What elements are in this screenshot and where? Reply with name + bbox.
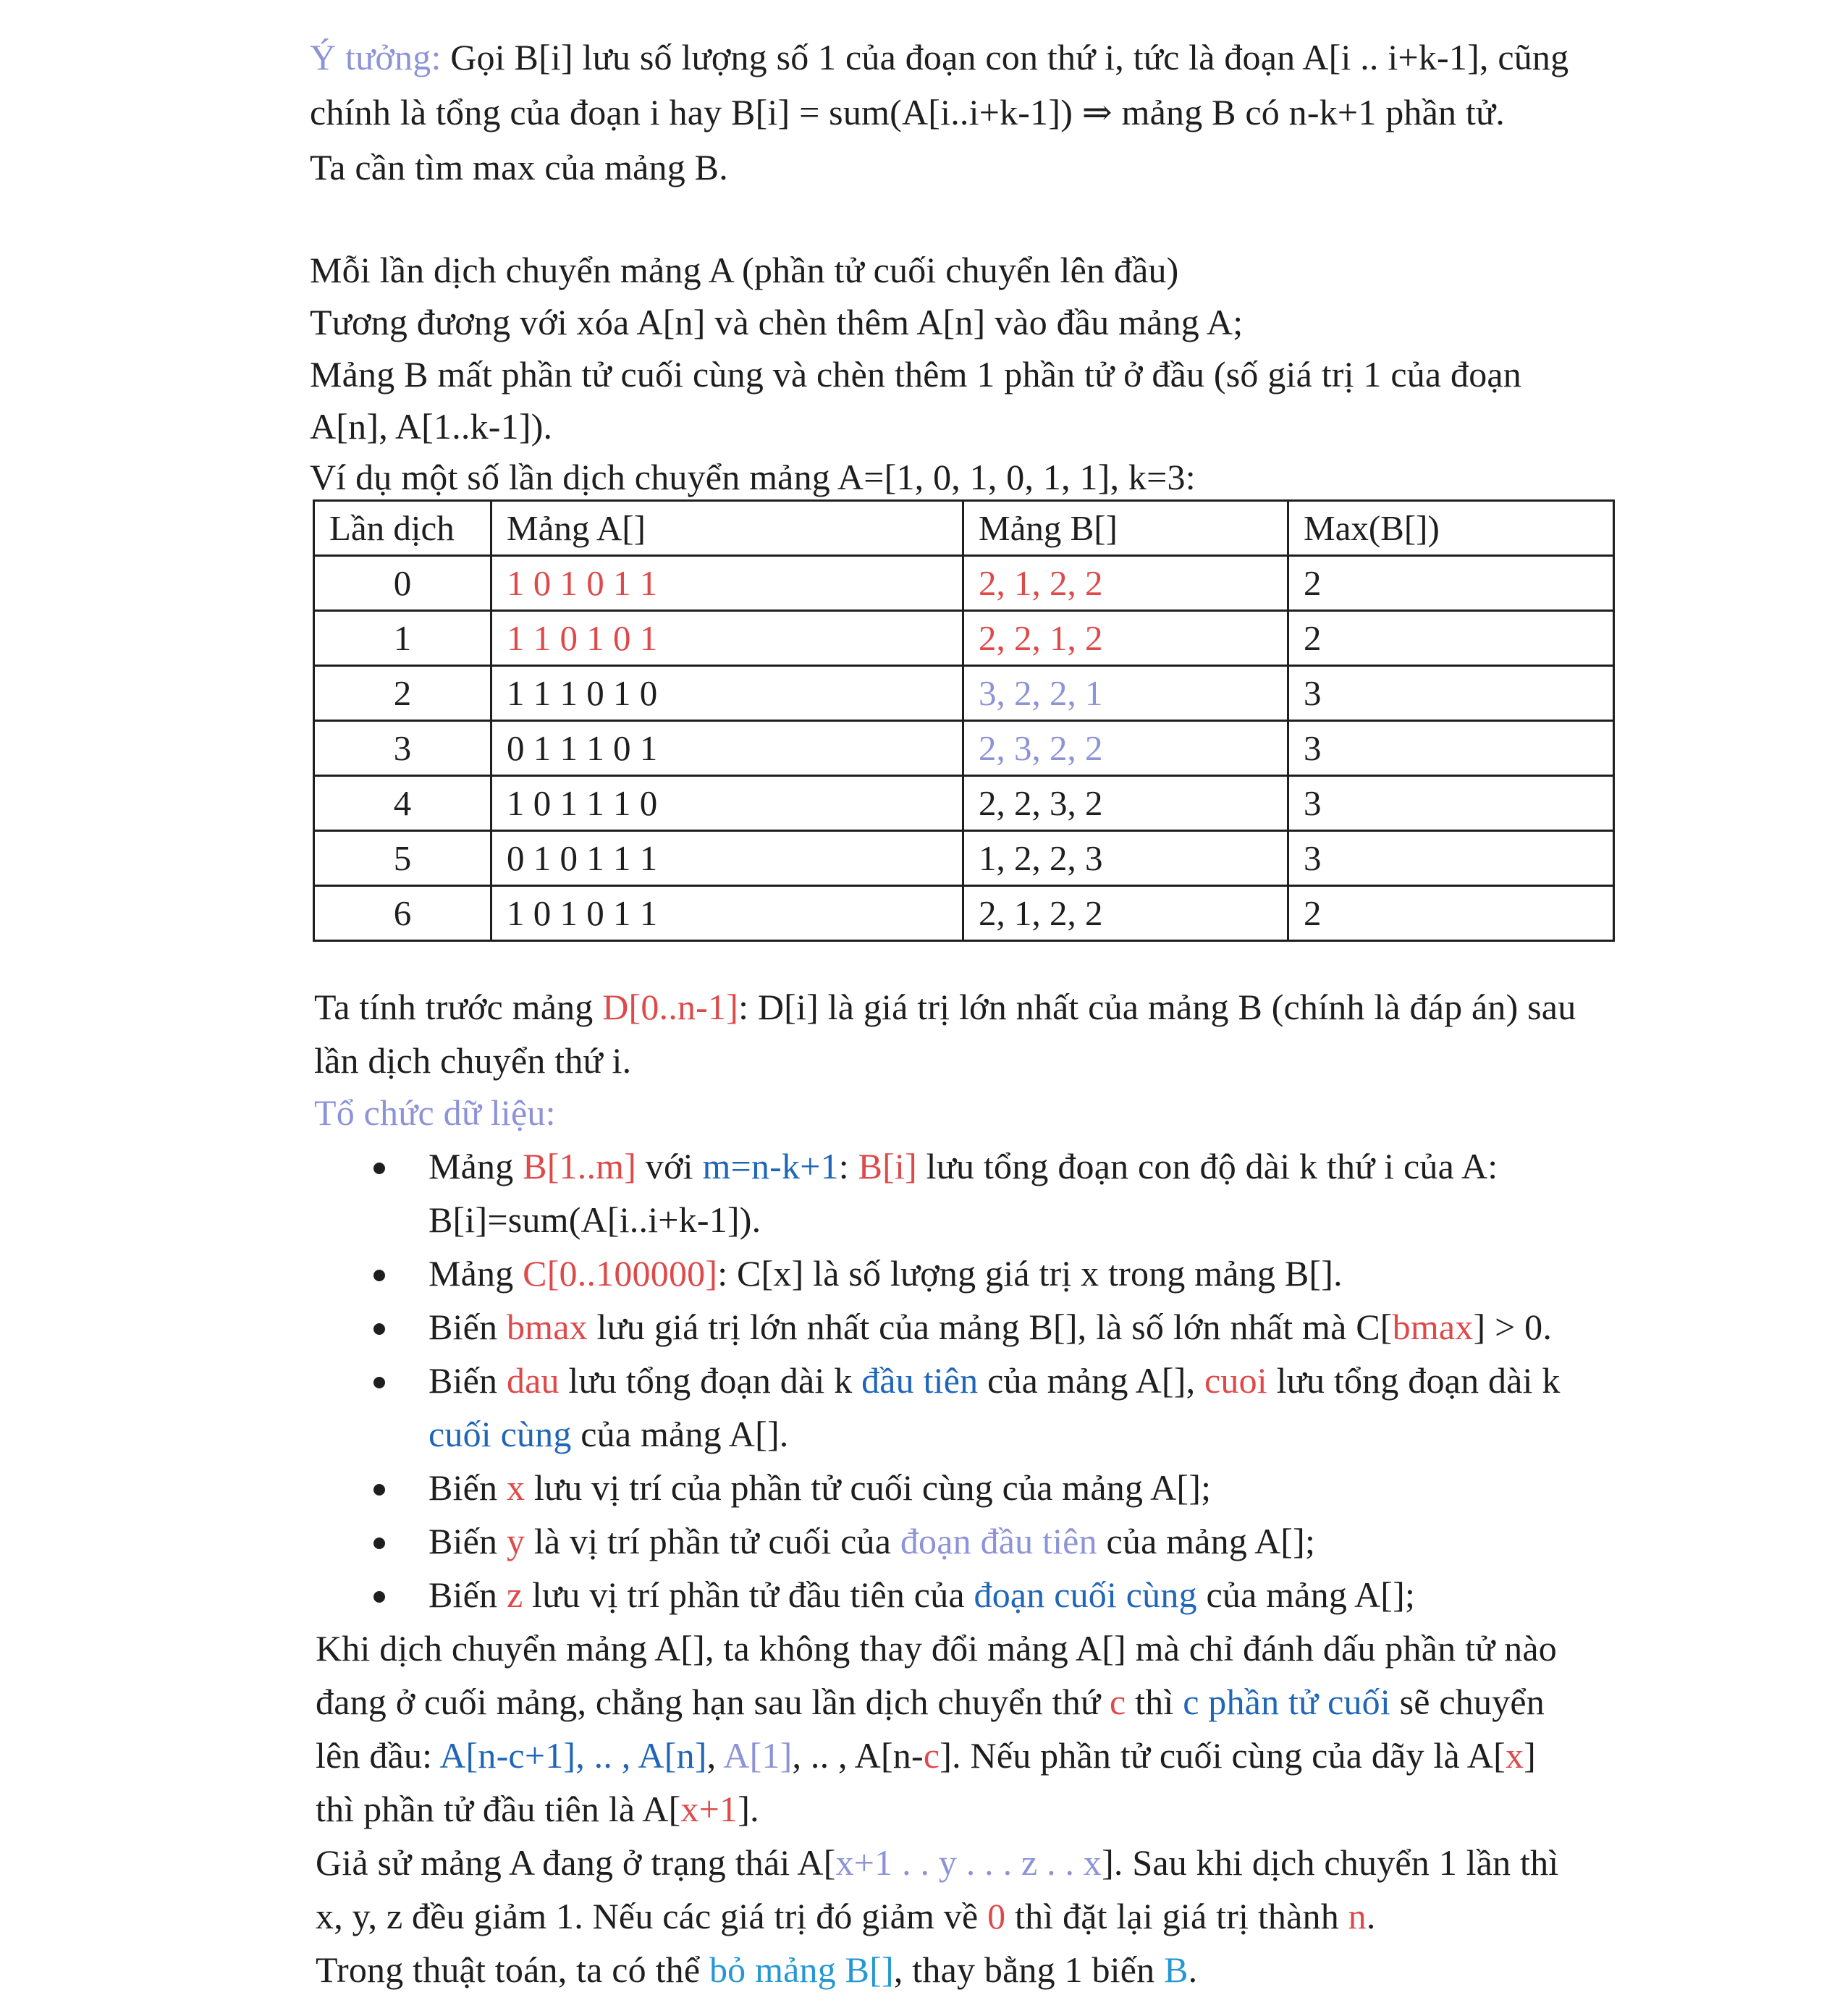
var-dau: dau: [506, 1360, 560, 1401]
highlight-first: đầu tiên: [861, 1360, 979, 1401]
highlight-range: A[n-c+1], .. , A[n]: [439, 1735, 707, 1776]
table-row: [314, 666, 1614, 721]
cell-array-b: 1, 2, 2, 3: [963, 831, 1288, 886]
precompute-line-1: [314, 983, 1576, 1031]
bullet-1-line-2: B[i]=sum(A[i..i+k-1]).: [428, 1199, 761, 1240]
text: lưu tổng đoạn dài k: [559, 1360, 862, 1401]
precompute-line-2: lần dịch chuyển thứ i.: [314, 1040, 632, 1081]
text: lưu tổng đoạn con độ dài k thứ i của A:: [916, 1146, 1498, 1186]
closing-line-1: Khi dịch chuyển mảng A[], ta không thay đổi mảng A[] mà chỉ đánh dấu phần tử nào: [316, 1628, 1557, 1669]
var-x-plus-1: x+1: [680, 1789, 738, 1829]
intro-text-1: Gọi B[i] lưu số lượng số 1 của đoạn con thứ i, tức là đoạn A[i .. i+k-1], cũng: [441, 37, 1569, 77]
cell-max: 3: [1288, 831, 1614, 886]
var-m: m=n-k+1: [702, 1146, 839, 1186]
text: Biến: [428, 1307, 507, 1347]
precompute-text: : D[i] là giá trị lớn nhất của mảng B (chính là đáp án) sau: [738, 987, 1576, 1027]
var-cuoi: cuoi: [1204, 1360, 1267, 1401]
header-max-b: Max(B[]): [1288, 501, 1614, 556]
text: ].: [738, 1789, 759, 1829]
cell-array-a: 1 1 1 0 1 0: [491, 666, 963, 721]
var-b: B[1..m]: [523, 1146, 637, 1186]
highlight-last: cuối cùng: [428, 1414, 572, 1454]
text: Biến: [428, 1574, 507, 1615]
text: Mảng: [428, 1146, 523, 1186]
highlight-a1: A[1]: [723, 1735, 793, 1776]
text: với: [636, 1146, 703, 1186]
cell-shift: 4: [314, 776, 491, 831]
cell-max: 2: [1288, 611, 1614, 666]
text: lưu giá trị lớn nhất của mảng B[], là số lớn nhất mà C[: [587, 1307, 1393, 1347]
closing-line-7: [316, 1946, 1197, 1994]
cell-array-a: 1 1 0 1 0 1: [491, 611, 963, 666]
bullet-5: [428, 1464, 1211, 1511]
bullet-icon: [373, 1377, 385, 1388]
text: đang ở cuối mảng, chẳng hạn sau lần dịch chuyển thứ: [316, 1682, 1110, 1722]
table-row: [314, 556, 1614, 611]
text: lên đầu:: [316, 1735, 440, 1776]
highlight-c-last: c phần tử cuối: [1183, 1682, 1390, 1722]
text: ,: [706, 1735, 724, 1776]
cell-array-a: 1 0 1 0 1 1: [491, 556, 963, 611]
cell-array-b: 2, 2, 3, 2: [963, 776, 1288, 831]
table-row: [314, 611, 1614, 666]
text: x, y, z đều giảm 1. Nếu các giá trị đó giảm về: [316, 1896, 988, 1936]
cell-max: 3: [1288, 721, 1614, 776]
text: , thay bằng 1 biến: [893, 1949, 1165, 1990]
cell-shift: 1: [314, 611, 491, 666]
cell-array-b: 2, 2, 1, 2: [963, 611, 1288, 666]
var-b-single: B: [1164, 1949, 1189, 1990]
value-zero: 0: [987, 1896, 1006, 1936]
shift-line-1: Mỗi lần dịch chuyển mảng A (phần tử cuối chuyển lên đầu): [310, 250, 1179, 290]
text: ] > 0.: [1473, 1307, 1553, 1347]
table-row: [314, 831, 1614, 886]
cell-array-b: 2, 1, 2, 2: [963, 886, 1288, 941]
text: .: [1188, 1949, 1198, 1990]
bullet-6: [428, 1517, 1315, 1565]
bullet-4-line-1: [428, 1357, 1561, 1404]
intro-line-2: chính là tổng của đoạn i hay B[i] = sum(A[i..i+k-1]) ⇒ mảng B có n-k+1 phần tử.: [310, 92, 1506, 132]
text: lưu vị trí của phần tử cuối cùng của mảng A[];: [525, 1467, 1212, 1508]
cell-array-b: 3, 2, 2, 1: [963, 666, 1288, 721]
text: thì phần tử đầu tiên là A[: [316, 1789, 681, 1829]
text: ]: [1524, 1735, 1537, 1776]
bullet-icon: [373, 1163, 385, 1174]
table-row: [314, 721, 1614, 776]
shift-line-5: Ví dụ một số lần dịch chuyển mảng A=[1, 0, 1, 0, 1, 1], k=3:: [310, 457, 1196, 497]
cell-shift: 2: [314, 666, 491, 721]
text: Trong thuật toán, ta có thể: [316, 1949, 709, 1990]
bullet-1-line-1: [428, 1142, 1498, 1190]
cell-max: 3: [1288, 776, 1614, 831]
bullet-icon: [373, 1538, 385, 1549]
highlight-drop-b: bỏ mảng B[]: [709, 1949, 894, 1990]
bullet-icon: [373, 1484, 385, 1496]
var-c: C[0..100000]: [523, 1253, 718, 1294]
text: ]. Nếu phần tử cuối cùng của dãy là A[: [940, 1735, 1506, 1776]
shift-line-2: Tương đương với xóa A[n] và chèn thêm A[n] vào đầu mảng A;: [310, 302, 1244, 342]
var-c: c: [1109, 1682, 1126, 1722]
cell-shift: 0: [314, 556, 491, 611]
cell-array-a: 0 1 0 1 1 1: [491, 831, 963, 886]
text: Biến: [428, 1360, 507, 1401]
text: của mảng A[];: [1097, 1521, 1316, 1561]
bullet-icon: [373, 1323, 385, 1335]
text: là vị trí phần tử cuối của: [525, 1521, 900, 1561]
state-range: x+1 . . y . . . z . . x: [835, 1842, 1102, 1883]
precompute-text: Ta tính trước mảng: [314, 987, 603, 1027]
text: lưu vị trí phần tử đầu tiên của: [523, 1574, 974, 1615]
bullet-icon: [373, 1591, 385, 1603]
text: :: [838, 1146, 858, 1186]
text: .: [1366, 1896, 1376, 1936]
var-d: D[0..n-1]: [602, 987, 739, 1027]
text: , .. , A[n-: [792, 1735, 924, 1776]
cell-shift: 6: [314, 886, 491, 941]
closing-line-5: [316, 1839, 1558, 1886]
cell-array-b: 2, 1, 2, 2: [963, 556, 1288, 611]
shift-line-4: A[n], A[1..k-1]).: [310, 406, 553, 447]
shift-example-table: [313, 499, 1615, 942]
var-z: z: [506, 1574, 523, 1615]
value-n: n: [1348, 1896, 1367, 1936]
cell-array-a: 1 0 1 1 1 0: [491, 776, 963, 831]
bullet-3: [428, 1303, 1552, 1351]
text: thì: [1126, 1682, 1183, 1722]
header-shift: Lần dịch: [314, 501, 491, 556]
text: lưu tổng đoạn dài k: [1267, 1360, 1561, 1401]
text: Mảng: [428, 1253, 523, 1294]
cell-array-a: 0 1 1 1 0 1: [491, 721, 963, 776]
text: Giả sử mảng A đang ở trạng thái A[: [316, 1842, 836, 1883]
bullet-2: [428, 1249, 1343, 1297]
closing-line-6: [316, 1892, 1376, 1940]
intro-line-3: Ta cần tìm max của mảng B.: [310, 147, 728, 187]
text: sẽ chuyển: [1390, 1682, 1545, 1722]
header-array-a: Mảng A[]: [491, 501, 963, 556]
highlight-last-segment: đoạn cuối cùng: [974, 1574, 1197, 1615]
var-c: c: [923, 1735, 940, 1776]
bullet-4-line-2: [428, 1410, 789, 1458]
cell-max: 2: [1288, 556, 1614, 611]
highlight-first-segment: đoạn đầu tiên: [900, 1521, 1097, 1561]
text: của mảng A[];: [1196, 1574, 1416, 1615]
header-array-b: Mảng B[]: [963, 501, 1288, 556]
table-header-row: [314, 501, 1614, 556]
var-x: x: [1505, 1735, 1524, 1776]
var-x: x: [506, 1467, 525, 1508]
table-row: [314, 776, 1614, 831]
text: Biến: [428, 1521, 507, 1561]
var-bmax: bmax: [1392, 1307, 1474, 1347]
var-y: y: [506, 1521, 525, 1561]
text: Biến: [428, 1467, 507, 1508]
closing-line-3: [316, 1732, 1536, 1779]
org-heading: Tổ chức dữ liệu:: [314, 1092, 556, 1133]
cell-max: 3: [1288, 666, 1614, 721]
shift-line-3: Mảng B mất phần tử cuối cùng và chèn thêm 1 phần tử ở đầu (số giá trị 1 của đoạn: [310, 354, 1522, 395]
text: ]. Sau khi dịch chuyển 1 lần thì: [1102, 1842, 1559, 1883]
closing-line-4: [316, 1785, 759, 1833]
cell-shift: 3: [314, 721, 491, 776]
table-row: [314, 886, 1614, 941]
var-bi: B[i]: [858, 1146, 917, 1186]
idea-label: Ý tưởng:: [310, 37, 442, 77]
intro-line-1: [310, 33, 1569, 81]
closing-line-2: [316, 1678, 1545, 1726]
var-bmax: bmax: [506, 1307, 588, 1347]
text: thì đặt lại giá trị thành: [1005, 1896, 1348, 1936]
cell-array-a: 1 0 1 0 1 1: [491, 886, 963, 941]
text: của mảng A[],: [978, 1360, 1204, 1401]
bullet-7: [428, 1571, 1415, 1619]
cell-max: 2: [1288, 886, 1614, 941]
cell-shift: 5: [314, 831, 491, 886]
bullet-icon: [373, 1270, 385, 1281]
cell-array-b: 2, 3, 2, 2: [963, 721, 1288, 776]
text: của mảng A[].: [571, 1414, 789, 1454]
text: : C[x] là số lượng giá trị x trong mảng B[].: [717, 1253, 1343, 1294]
